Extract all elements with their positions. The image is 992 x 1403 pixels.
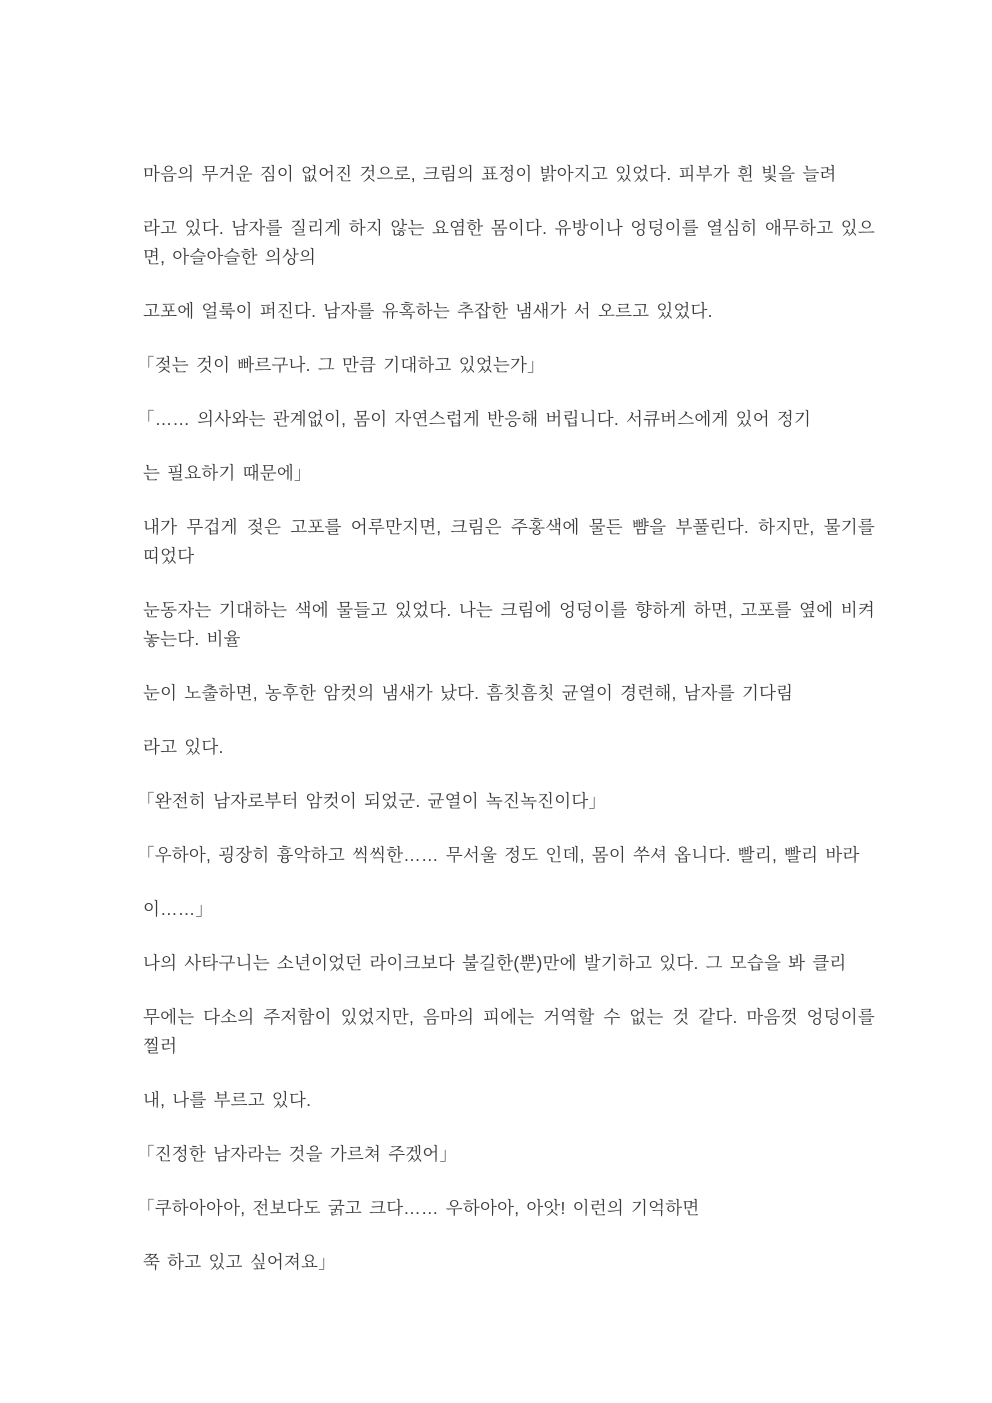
- paragraph-quote: 「쿠하아아아, 전보다도 굵고 크다…… 우하아아, 아앗! 이런의 기억하면: [137, 1198, 700, 1218]
- paragraph: 내가 무겁게 젖은 고포를 어루만지면, 크림은 주홍색에 물든 뺨을 부풀린다. 하지만, 물기를 띠었다: [143, 517, 875, 566]
- paragraph-quote: 「완전히 남자로부터 암컷이 되었군. 균열이 녹진녹진이다」: [137, 791, 607, 811]
- paragraph-quote: 「젖는 것이 빠르구나. 그 만큼 기대하고 있었는가」: [137, 355, 545, 375]
- paragraph: 고포에 얼룩이 퍼진다. 남자를 유혹하는 추잡한 냄새가 서 오르고 있었다.: [143, 301, 713, 321]
- paragraph-quote: 「우하아, 굉장히 흉악하고 씩씩한…… 무서울 정도 인데, 몸이 쑤셔 옵니다. 빨리, 빨리 바라: [137, 845, 860, 865]
- paragraph: 눈동자는 기대하는 색에 물들고 있었다. 나는 크림에 엉덩이를 향하게 하면, 고포를 옆에 비켜 놓는다. 비율: [143, 600, 875, 649]
- paragraph: 라고 있다. 남자를 질리게 하지 않는 요염한 몸이다. 유방이나 엉덩이를 열심히 애무하고 있으면, 아슬아슬한 의상의: [143, 218, 875, 267]
- paragraph-quote: 「진정한 남자라는 것을 가르쳐 주겠어」: [137, 1144, 458, 1164]
- paragraph: 나의 사타구니는 소년이었던 라이크보다 불길한(뿐)만에 발기하고 있다. 그 모습을 봐 클리: [143, 953, 847, 973]
- paragraph-quote-continuation: 이……」: [143, 899, 214, 919]
- paragraph-quote-continuation: 쭉 하고 있고 싶어져요」: [143, 1252, 336, 1272]
- paragraph: 내, 나를 부르고 있다.: [143, 1090, 312, 1110]
- paragraph: 라고 있다.: [143, 737, 224, 757]
- paragraph: 마음의 무거운 짐이 없어진 것으로, 크림의 표정이 밝아지고 있었다. 피부가 흰 빛을 늘려: [143, 164, 837, 184]
- text-column: [137, 160, 875, 1302]
- paragraph-quote-continuation: 는 필요하기 때문에」: [143, 463, 312, 483]
- paragraph: 눈이 노출하면, 농후한 암컷의 냄새가 났다. 흠칫흠칫 균열이 경련해, 남자를 기다림: [143, 683, 794, 703]
- paragraph: 무에는 다소의 주저함이 있었지만, 음마의 피에는 거역할 수 없는 것 같다. 마음껏 엉덩이를 찔러: [143, 1007, 875, 1056]
- paragraph-quote: 「…… 의사와는 관계없이, 몸이 자연스럽게 반응해 버립니다. 서큐버스에게 있어 정기: [137, 409, 812, 429]
